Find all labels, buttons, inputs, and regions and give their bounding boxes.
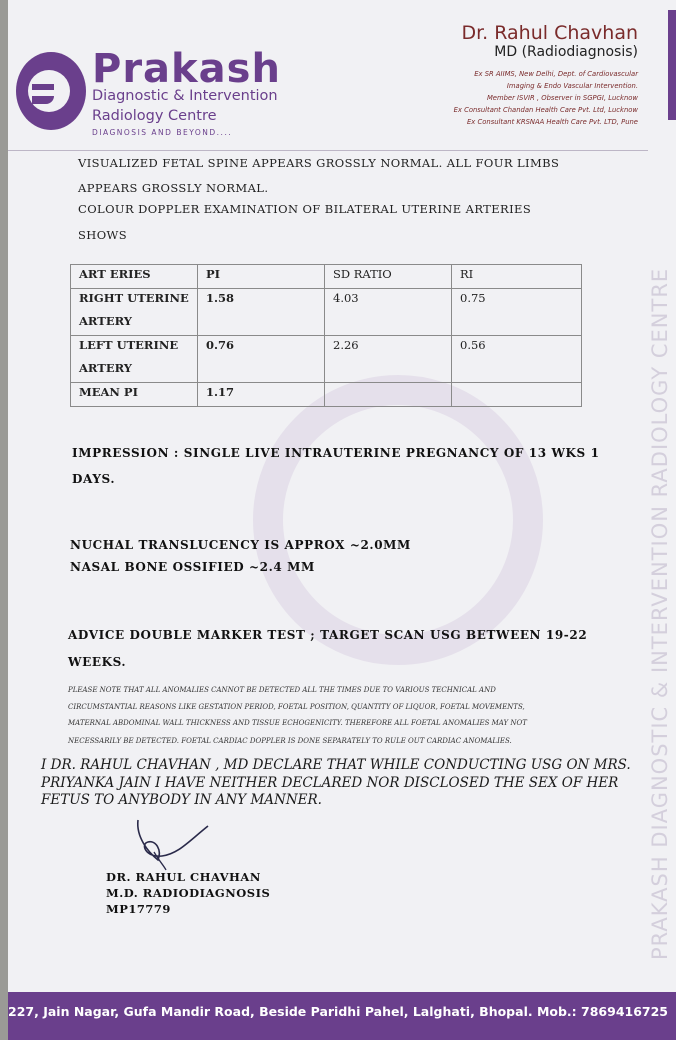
credential-line: Imaging & Endo Vascular Intervention. — [506, 82, 638, 90]
credential-line: Ex Consultant Chandan Health Care Pvt. Ltd, Lucknow — [453, 106, 638, 114]
table-cell: 0.56 — [452, 336, 582, 383]
disclaimer-line: MATERNAL ABDOMINAL WALL THICKNESS AND TISSUE ECHOGENICITY. THEREFORE ALL FOETAL ANOMALIES MAY NOT — [68, 719, 527, 727]
table-cell: 1.58 — [198, 289, 325, 336]
brand-subtitle-2: Radiology Centre — [92, 108, 217, 124]
table-cell: 2.26 — [325, 336, 452, 383]
signature-image — [118, 812, 228, 872]
table-row — [71, 289, 582, 313]
brand-subtitle-1: Diagnostic & Intervention — [92, 88, 278, 104]
signer-name: DR. RAHUL CHAVHAN — [106, 870, 261, 884]
table-cell: RIGHT UTERINE — [71, 289, 198, 313]
disclaimer-line: CIRCUMSTANTIAL REASONS LIKE GESTATION PERIOD, FOETAL POSITION, QUANTITY OF LIQUOR, FOETAL MOVEMENTS, — [68, 703, 525, 711]
measurement-line: NASAL BONE OSSIFIED ~2.4 MM — [70, 560, 315, 574]
table-cell: 0.75 — [452, 289, 582, 336]
measurement-line: NUCHAL TRANSLUCENCY IS APPROX ~2.0MM — [70, 538, 411, 552]
header-divider — [8, 150, 648, 151]
credential-line: Member ISVIR , Observer in SGPGI, Lucknow — [486, 94, 638, 102]
finding-line: COLOUR DOPPLER EXAMINATION OF BILATERAL UTERINE ARTERIES — [78, 202, 532, 216]
disclaimer-line: PLEASE NOTE THAT ALL ANOMALIES CANNOT BE DETECTED ALL THE TIMES DUE TO VARIOUS TECHNICAL AND — [68, 686, 496, 694]
finding-line: SHOWS — [78, 228, 128, 242]
table-cell: ARTERY — [71, 312, 198, 336]
table-cell — [325, 383, 452, 407]
signer-registration: MP17779 — [106, 902, 171, 916]
table-header-row — [71, 265, 582, 289]
header-accent-strip — [668, 10, 676, 120]
brand-name: Prakash — [92, 46, 281, 92]
impression-line: IMPRESSION : SINGLE LIVE INTRAUTERINE PREGNANCY OF 13 WKS 1 — [72, 446, 600, 460]
signer-degree: M.D. RADIODIAGNOSIS — [106, 886, 271, 900]
watermark-text: PRAKASH DIAGNOSTIC & INTERVENTION RADIOLOGY CENTRE — [648, 267, 672, 960]
table-header: PI — [198, 265, 325, 289]
table-row — [71, 336, 582, 360]
prakash-logo-icon — [16, 52, 86, 130]
advice-line: ADVICE DOUBLE MARKER TEST ; TARGET SCAN USG BETWEEN 19-22 — [68, 628, 588, 642]
report-page — [8, 0, 676, 1040]
table-cell — [452, 383, 582, 407]
table-cell: 1.17 — [198, 383, 325, 407]
footer-address: 227, Jain Nagar, Gufa Mandir Road, Beside Paridhi Pahel, Lalghati, Bhopal. Mob.: 7869416725 — [8, 1004, 669, 1019]
table-header: RI — [452, 265, 582, 289]
watermark-logo — [253, 375, 543, 665]
table-header: ART ERIES — [71, 265, 198, 289]
doctor-degree: MD (Radiodiagnosis) — [494, 44, 638, 60]
table-cell: 0.76 — [198, 336, 325, 383]
credential-line: Ex Consultant KRSNAA Health Care Pvt. LTD, Pune — [467, 118, 638, 126]
table-row — [71, 383, 582, 407]
table-cell: 4.03 — [325, 289, 452, 336]
table-cell: LEFT UTERINE — [71, 336, 198, 360]
table-header: SD RATIO — [325, 265, 452, 289]
brand-tagline: DIAGNOSIS AND BEYOND.... — [92, 128, 233, 137]
declaration-line: PRIYANKA JAIN I HAVE NEITHER DECLARED NOR DISCLOSED THE SEX OF HER — [41, 775, 619, 791]
doppler-table — [70, 264, 582, 407]
table-cell: MEAN PI — [71, 383, 198, 407]
doctor-name: Dr. Rahul Chavhan — [461, 22, 638, 44]
finding-line: VISUALIZED FETAL SPINE APPEARS GROSSLY NORMAL. ALL FOUR LIMBS — [78, 156, 560, 170]
impression-line: DAYS. — [72, 472, 116, 486]
credential-line: Ex SR AIIMS, New Delhi, Dept. of Cardiovascular — [474, 70, 638, 78]
table-cell: ARTERY — [71, 359, 198, 383]
disclaimer-line: NECESSARILY BE DETECTED. FOETAL CARDIAC DOPPLER IS DONE SEPARATELY TO RULE OUT CARDIAC ANOMALIES. — [68, 737, 512, 745]
footer-bar — [8, 992, 676, 1040]
advice-line: WEEKS. — [68, 655, 127, 669]
finding-line: APPEARS GROSSLY NORMAL. — [78, 181, 269, 195]
declaration-line: I DR. RAHUL CHAVHAN , MD DECLARE THAT WHILE CONDUCTING USG ON MRS. — [41, 757, 631, 773]
declaration-line: FETUS TO ANYBODY IN ANY MANNER. — [41, 792, 322, 808]
